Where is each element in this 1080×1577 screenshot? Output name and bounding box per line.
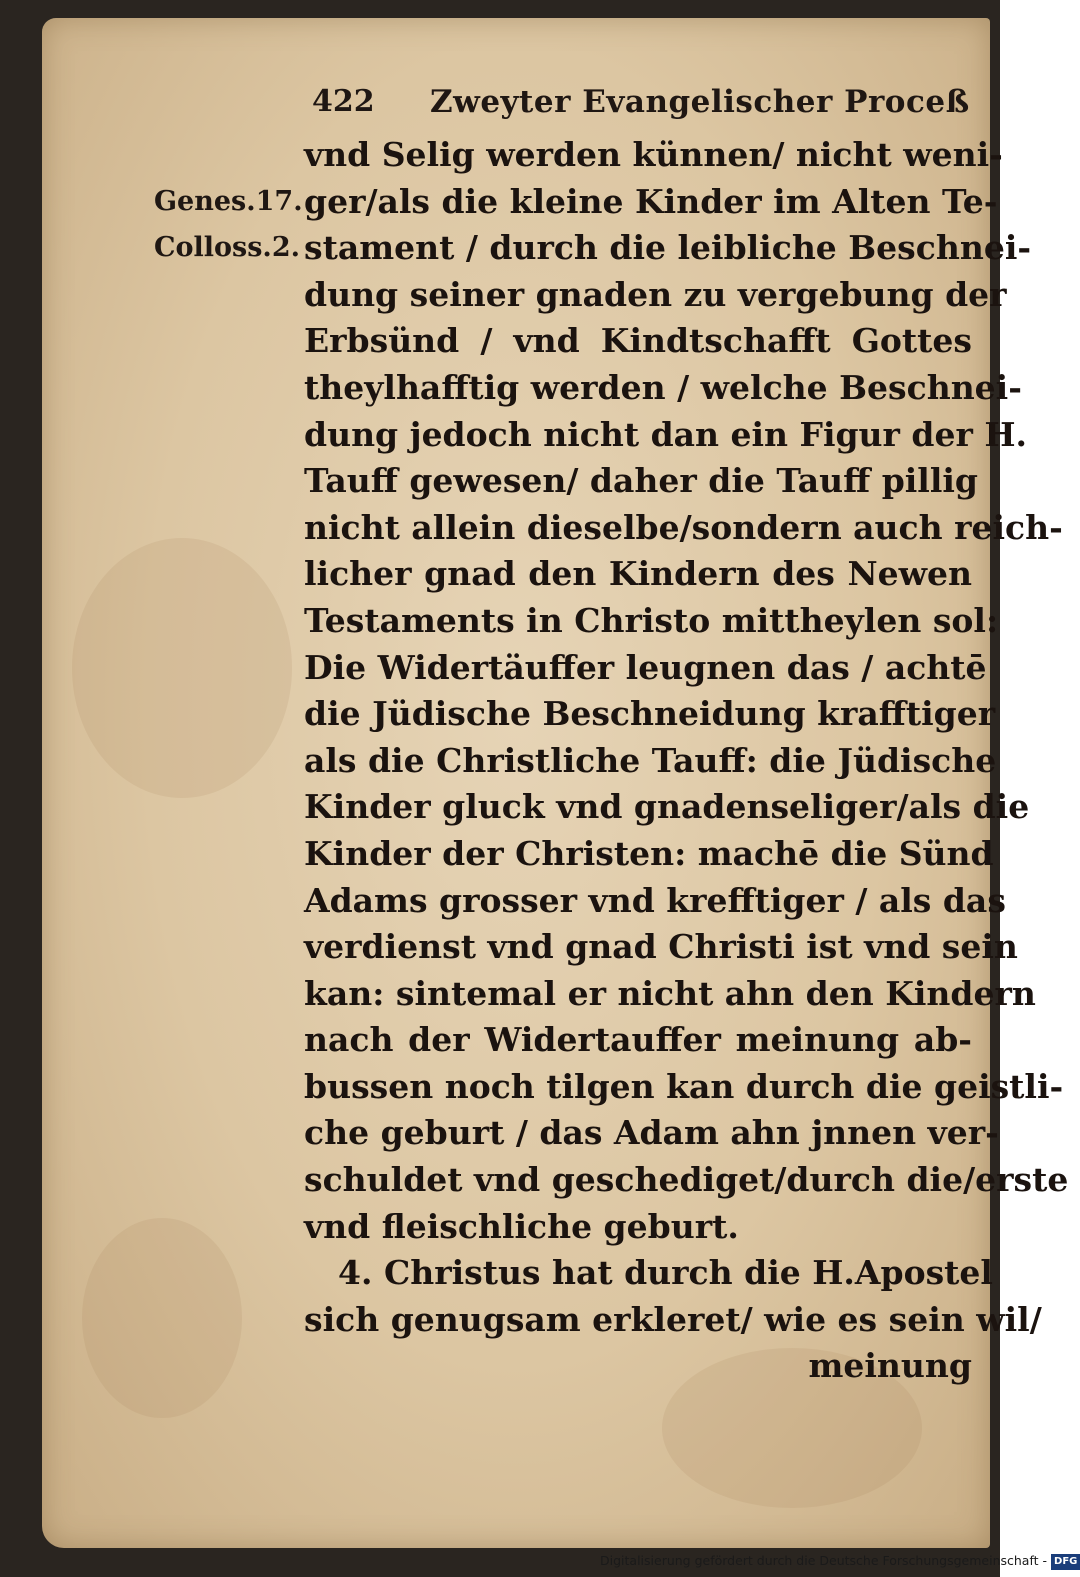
text-line: kan: sintemal er nicht ahn den Kindern	[304, 973, 1036, 1013]
text-line: Kinder der Christen: machē die Sünd	[304, 833, 994, 873]
body-text	[304, 132, 1069, 1390]
text-line: die Jüdische Beschneidung krafftiger	[304, 694, 996, 734]
paper-stain	[72, 538, 292, 798]
page-header	[312, 84, 970, 130]
text-line: che geburt / das Adam ahn jnnen ver-	[304, 1113, 999, 1153]
text-line: licher gnad den Kindern des Newen	[304, 554, 972, 594]
text-line: ger/als die kleine Kinder im Alten Te-	[304, 181, 998, 221]
paper-stain	[82, 1218, 242, 1418]
dfg-logo: DFG	[1051, 1554, 1080, 1570]
text-line: nicht allein dieselbe/sondern auch reich-	[304, 507, 1063, 547]
book-page	[42, 18, 1069, 1548]
text-line: Testaments in Christo mittheylen sol:	[304, 600, 999, 640]
catchword: meinung	[808, 1346, 972, 1386]
text-line: vnd Selig werden künnen/ nicht weni-	[304, 135, 1003, 174]
text-line: Die Widertäuffer leugnen das / achtē	[304, 647, 987, 687]
margin-note-genesis: Genes.17.	[154, 186, 303, 217]
digitization-credit	[600, 1549, 1078, 1573]
text-line: Tauff gewesen/ daher die Tauff pillig	[304, 461, 978, 501]
text-line: schuldet vnd geschediget/durch die/erste	[304, 1160, 1069, 1200]
text-line: sich genugsam erkleret/ wie es sein wil/	[304, 1299, 1042, 1339]
running-title: Zweyter Evangelischer Proceß	[430, 84, 970, 120]
text-line: Adams grosser vnd krefftiger / als das	[304, 880, 1006, 920]
text-line: nach der Widertauffer meinung ab-	[304, 1020, 972, 1060]
page-number: 422	[312, 84, 375, 119]
margin-note-colossians: Colloss.2.	[154, 232, 301, 263]
text-line: dung jedoch nicht dan ein Figur der H.	[304, 414, 1028, 454]
text-line: als die Christliche Tauff: die Jüdische	[304, 740, 997, 780]
text-line: vnd fleischliche geburt.	[304, 1206, 739, 1246]
credit-text: Digitalisierung gefördert durch die Deutsche Forschungsgemeinschaft -	[600, 1553, 1048, 1568]
paragraph-start-line: 4. Christus hat durch die H.Apostel	[338, 1253, 993, 1293]
text-line: dung seiner gnaden zu vergebung der	[304, 274, 1007, 314]
text-line: Kinder gluck vnd gnadenseliger/als die	[304, 787, 1030, 827]
text-line: Erbsünd / vnd Kindtschafft Gottes	[304, 321, 972, 361]
text-line: theylhafftig werden / welche Beschnei-	[304, 367, 1022, 407]
text-line: verdienst vnd gnad Christi ist vnd sein	[304, 927, 1018, 967]
text-line: bussen noch tilgen kan durch die geistli-	[304, 1066, 1064, 1106]
text-line: stament / durch die leibliche Beschnei-	[304, 228, 1032, 268]
